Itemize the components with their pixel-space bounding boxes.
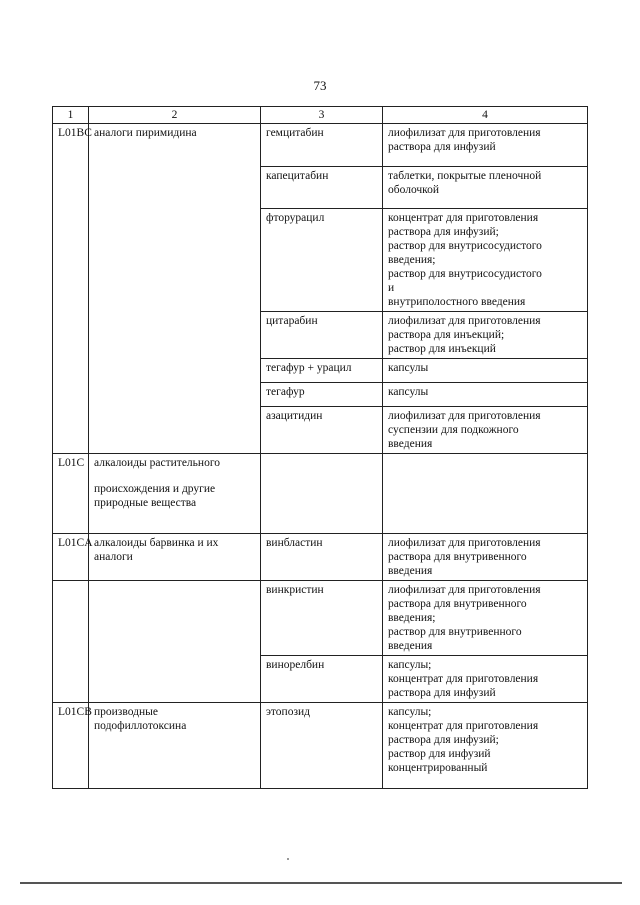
form-line: раствор для внутривенного	[388, 626, 522, 638]
atc-code	[53, 581, 89, 703]
column-header: 2	[89, 107, 261, 124]
dosage-form	[383, 703, 588, 789]
form-line: раствор для внутрисосудистого	[388, 268, 542, 280]
dosage-form	[383, 209, 588, 312]
form-line: раствора для инфузий;	[388, 226, 499, 238]
group-line: природные вещества	[94, 497, 197, 509]
form-line: раствор для инъекций	[388, 343, 496, 355]
form-line: концентрированный	[388, 762, 488, 774]
drug-name: винкристин	[261, 581, 383, 656]
table-row	[53, 534, 588, 581]
dosage-form	[383, 167, 588, 209]
form-line: внутриполостного введения	[388, 296, 526, 308]
drug-name: винбластин	[261, 534, 383, 581]
form-line: концентрат для приготовления	[388, 720, 539, 732]
form-line: раствора для инфузий	[388, 687, 496, 699]
form-line: раствор для инфузий	[388, 748, 491, 760]
table-row	[53, 703, 588, 789]
table-row	[53, 124, 588, 167]
drug-name: тегафур	[261, 383, 383, 407]
form-line: раствора для инфузий	[388, 141, 496, 153]
form-line: таблетки, покрытые пленочной	[388, 170, 542, 182]
atc-code: L01BC	[53, 124, 89, 454]
form-line: лиофилизат для приготовления	[388, 410, 541, 422]
form-line: введения	[388, 565, 433, 577]
dosage-form	[383, 656, 588, 703]
form-line: лиофилизат для приготовления	[388, 127, 541, 139]
form-line: введения	[388, 438, 433, 450]
form-line: раствора для инъекций;	[388, 329, 505, 341]
scan-edge-line	[20, 882, 622, 884]
table-row	[53, 454, 588, 534]
atc-group	[89, 534, 261, 581]
table-row	[53, 581, 588, 656]
dosage-form	[383, 124, 588, 167]
atc-group	[89, 703, 261, 789]
drug-name: цитарабин	[261, 312, 383, 359]
form-line: введения;	[388, 612, 436, 624]
dosage-form: капсулы	[383, 383, 588, 407]
column-header: 1	[53, 107, 89, 124]
form-line: концентрат для приготовления	[388, 673, 539, 685]
drug-name: тегафур + урацил	[261, 359, 383, 383]
dosage-form: капсулы	[383, 359, 588, 383]
form-line: капсулы;	[388, 659, 432, 671]
form-line: концентрат для приготовления	[388, 212, 539, 224]
dosage-form	[383, 581, 588, 656]
group-line: производные	[94, 706, 158, 718]
drug-name: винорелбин	[261, 656, 383, 703]
page-number: 73	[313, 78, 327, 93]
form-line: лиофилизат для приготовления	[388, 537, 541, 549]
drug-name: капецитабин	[261, 167, 383, 209]
atc-group	[89, 581, 261, 703]
form-line: раствора для внутривенного	[388, 598, 527, 610]
dosage-form	[383, 534, 588, 581]
drug-name: фторурацил	[261, 209, 383, 312]
form-line: введения;	[388, 254, 436, 266]
drug-name: гемцитабин	[261, 124, 383, 167]
group-line: алкалоиды барвинка и их	[94, 537, 219, 549]
group-line: происхождения и другие	[94, 483, 216, 495]
column-header: 3	[261, 107, 383, 124]
group-line: алкалоиды растительного	[94, 457, 220, 469]
form-line: лиофилизат для приготовления	[388, 315, 541, 327]
form-line: капсулы;	[388, 706, 432, 718]
group-line: аналоги	[94, 551, 133, 563]
atc-code: L01C	[53, 454, 89, 534]
atc-code: L01CA	[53, 534, 89, 581]
form-line: и	[388, 282, 395, 294]
form-line: раствора для инфузий;	[388, 734, 499, 746]
table-header-row	[53, 107, 588, 124]
atc-group: аналоги пиримидина	[89, 124, 261, 454]
column-header: 4	[383, 107, 588, 124]
drug-name	[261, 454, 383, 534]
scan-speck	[287, 858, 289, 860]
atc-code: L01CB	[53, 703, 89, 789]
form-line: суспензии для подкожного	[388, 424, 519, 436]
group-line: подофиллотоксина	[94, 720, 187, 732]
form-line: оболочкой	[388, 184, 440, 196]
dosage-form	[383, 312, 588, 359]
form-line: лиофилизат для приготовления	[388, 584, 541, 596]
form-line: введения	[388, 640, 433, 652]
drug-table	[52, 106, 588, 789]
drug-name: этопозид	[261, 703, 383, 789]
dosage-form	[383, 454, 588, 534]
atc-group	[89, 454, 261, 534]
form-line: раствора для внутривенного	[388, 551, 527, 563]
form-line: раствор для внутрисосудистого	[388, 240, 542, 252]
dosage-form	[383, 407, 588, 454]
drug-name: азацитидин	[261, 407, 383, 454]
